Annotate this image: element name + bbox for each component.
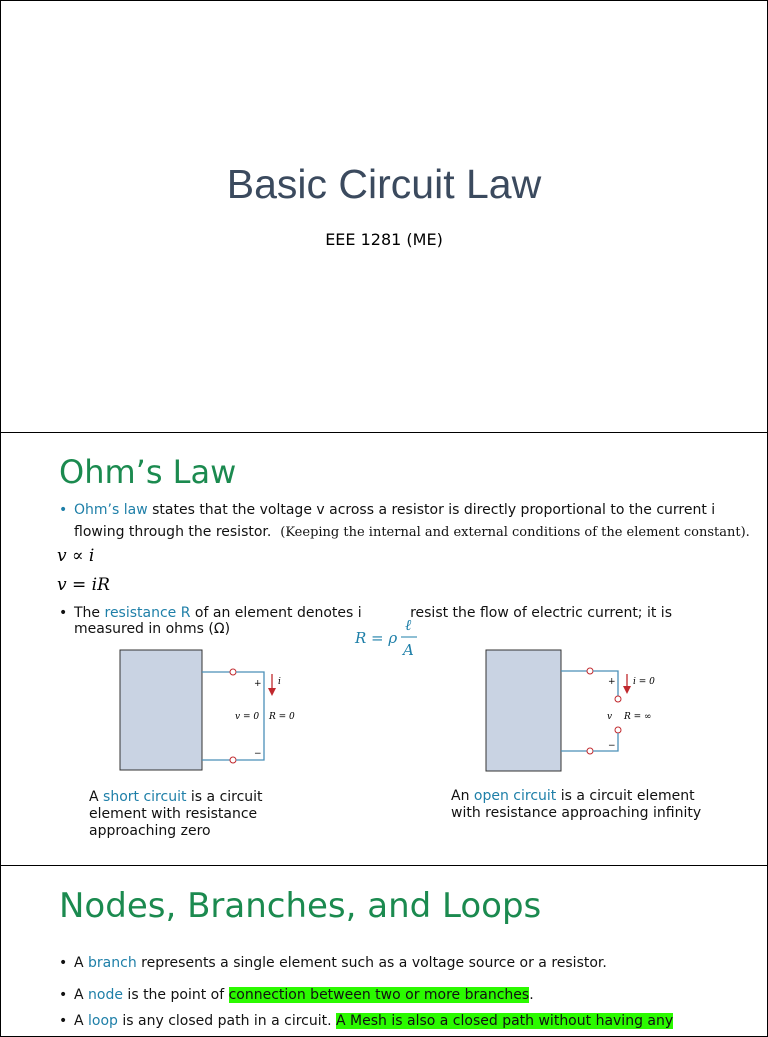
circuit-block	[486, 650, 561, 771]
voltage-label: v = 0	[235, 712, 260, 722]
title-slide	[0, 0, 768, 434]
term-loop: loop	[88, 1013, 118, 1029]
circuit-block	[120, 650, 202, 770]
formula-lhs: R = ρ	[355, 629, 398, 647]
short-circuit-diagram	[119, 648, 309, 778]
ohms-law-slide	[0, 432, 768, 867]
resistance-label: R = 0	[269, 712, 295, 722]
slide-heading: Nodes, Branches, and Loops	[59, 886, 542, 926]
term-resistance: resistance R	[104, 605, 191, 621]
short-circuit-caption: A short circuit is a circuit element with resistance approaching zero	[89, 789, 263, 839]
bullet-branch: • A branch represents a single element such as a voltage source or a resistor.	[59, 955, 607, 971]
bullet-ohms-law	[59, 499, 750, 544]
plus-sign: +	[254, 679, 262, 689]
term-ohms-law: Ohm’s law	[74, 502, 148, 518]
terminal	[587, 748, 593, 754]
minus-sign: −	[254, 749, 262, 759]
formula-denominator: A	[403, 641, 414, 659]
bullet-text: states that the voltage v across a resistor is directly proportional to the current i	[147, 502, 716, 518]
formula-numerator: ℓ	[405, 616, 412, 634]
highlighted-text: connection between two or more branches	[228, 987, 530, 1003]
resistance-formula	[351, 613, 431, 663]
term-short-circuit: short circuit	[103, 789, 187, 805]
term-branch: branch	[88, 955, 137, 971]
resistance-label: R = ∞	[624, 712, 652, 722]
bullet-loop: • A loop is any closed path in a circuit. A Mesh is also a closed path without having any	[59, 1013, 674, 1029]
highlighted-text: A Mesh is also a closed path without having any	[336, 1013, 674, 1029]
open-circuit-caption: An open circuit is a circuit element with resistance approaching infinity	[451, 788, 702, 821]
bullet-node: • A node is the point of connection between two or more branches.	[59, 987, 534, 1003]
arrow-head	[623, 686, 631, 694]
equation-ohms-law: v = iR	[57, 575, 110, 595]
current-label: i	[278, 677, 281, 687]
minus-sign: −	[608, 741, 616, 751]
terminal	[587, 668, 593, 674]
open-terminal	[615, 696, 621, 702]
bullet-text-cont: flowing through the resistor.	[74, 524, 272, 540]
plus-sign: +	[608, 677, 616, 687]
bullet-note: (Keeping the internal and external conditions of the element constant).	[280, 525, 750, 540]
slide-subtitle: EEE 1281 (ME)	[325, 230, 443, 249]
slide-heading: Ohm’s Law	[59, 453, 237, 491]
terminal	[230, 757, 236, 763]
open-terminal	[615, 727, 621, 733]
equation-proportional: v ∝ i	[57, 546, 95, 566]
bullet-resistance: • The resistance R of an element denotes i resist the flow of electric current; it is measured in ohms (Ω)	[59, 605, 672, 637]
current-label: i = 0	[633, 677, 655, 687]
slide-title: Basic Circuit Law	[226, 161, 542, 207]
nodes-branches-loops-slide	[0, 865, 768, 1037]
bullet-dot: •	[59, 502, 68, 518]
arrow-head	[268, 688, 276, 696]
voltage-label: v	[607, 712, 613, 722]
terminal	[230, 669, 236, 675]
term-node: node	[88, 987, 123, 1003]
open-circuit-diagram	[485, 648, 675, 778]
term-open-circuit: open circuit	[473, 788, 557, 804]
